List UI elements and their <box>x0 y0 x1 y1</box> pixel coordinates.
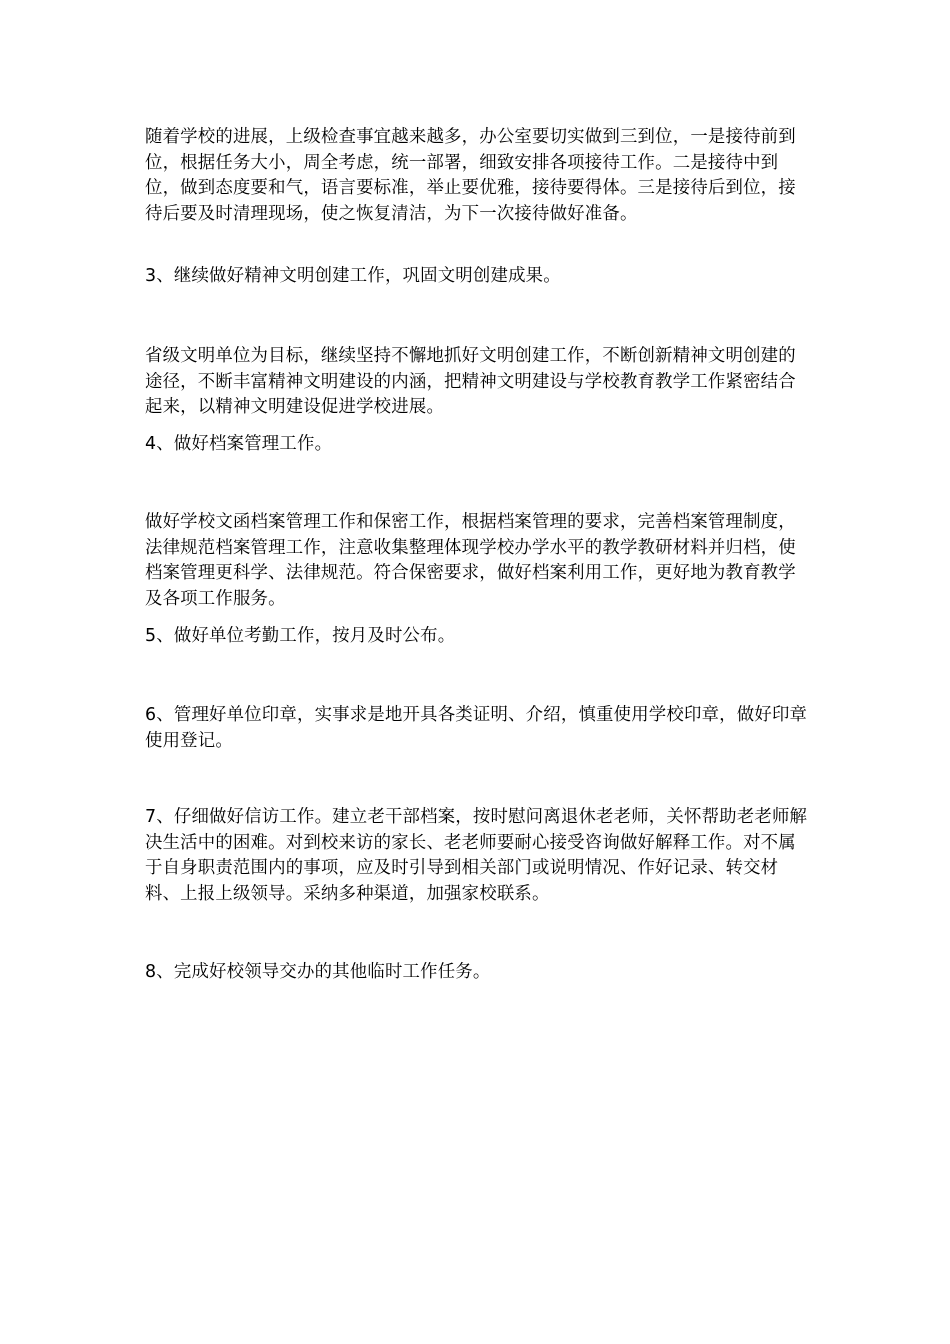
paragraph-reception: 随着学校的进展，上级检查事宜越来越多，办公室要切实做到三到位，一是接待前到位，根据任务大小，周全考虑，统一部署，细致安排各项接待工作。二是接待中到位，做到态度要和气，语言要标准，举止要优雅，接待要得体。三是接待后到位，接待后要及时清理现场，使之恢复清洁，为下一次接待做好准备。 <box>145 127 796 224</box>
paragraph-item-6: 6、管理好单位印章，实事求是地开具各类证明、介绍，慎重使用学校印章，做好印章使用登记。 <box>145 705 808 751</box>
paragraph-item-7: 7、仔细做好信访工作。建立老干部档案，按时慰问离退休老老师，关怀帮助老老师解决生活中的困难。对到校来访的家长、老老师要耐心接受咨询做好解释工作。对不属于自身职责范围内的事项，应及时引导到相关部门或说明情况、作好记录、转交材料、上报上级领导。采纳多种渠道，加强家校联系。 <box>145 807 808 904</box>
heading-item-3: 3、继续做好精神文明创建工作，巩固文明创建成果。 <box>145 266 561 286</box>
paragraph-civilization: 省级文明单位为目标，继续坚持不懈地抓好文明创建工作，不断创新精神文明创建的途径，不断丰富精神文明建设的内涵，把精神文明建设与学校教育教学工作紧密结合起来，以精神文明建设促进学校进展。 <box>145 346 796 417</box>
heading-item-8: 8、完成好校领导交办的其他临时工作任务。 <box>145 962 491 982</box>
heading-item-4: 4、做好档案管理工作。 <box>145 434 333 454</box>
paragraph-archives: 做好学校文函档案管理工作和保密工作，根据档案管理的要求，完善档案管理制度，法律规范档案管理工作，注意收集整理体现学校办学水平的教学教研材料并归档，使档案管理更科学、法律规范。符合保密要求，做好档案利用工作，更好地为教育教学及各项工作服务。 <box>145 512 796 609</box>
heading-item-5: 5、做好单位考勤工作，按月及时公布。 <box>145 626 456 646</box>
